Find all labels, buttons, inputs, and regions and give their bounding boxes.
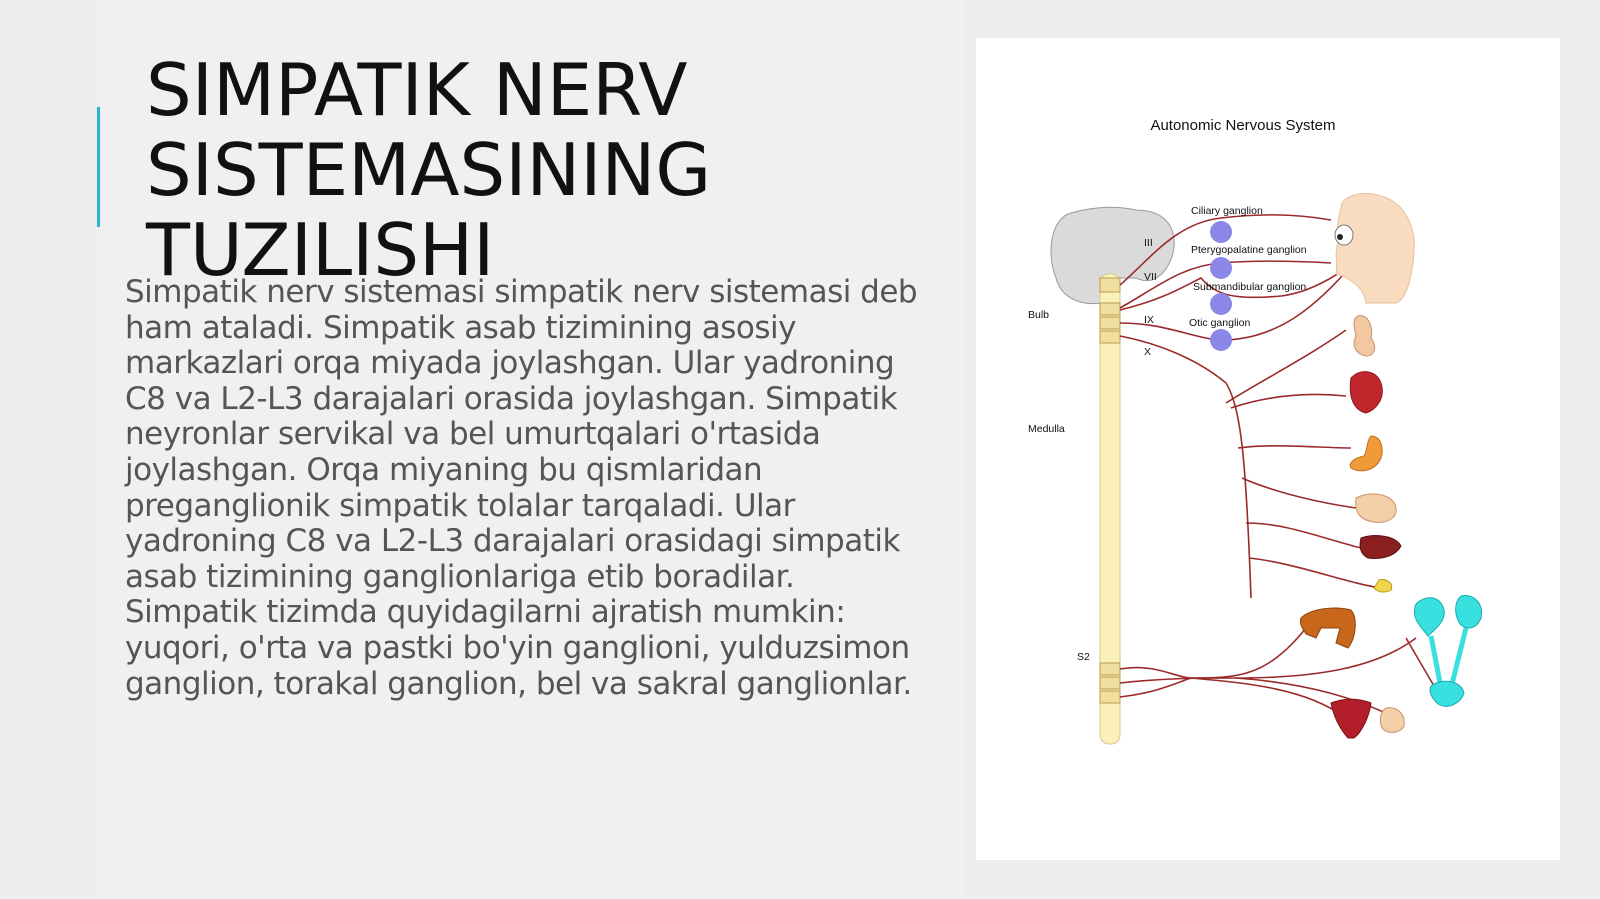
nerve-path-x-trunk bbox=[1120, 336, 1251, 598]
s2-label: S2 bbox=[1077, 651, 1090, 663]
otic-ganglion-label: Otic ganglion bbox=[1189, 317, 1251, 329]
ciliary-ganglion-label: Ciliary ganglion bbox=[1191, 205, 1263, 217]
nerve-branch-pharynx bbox=[1226, 330, 1346, 403]
ureters-organ bbox=[1431, 628, 1466, 688]
nerve-branch-stomach bbox=[1238, 446, 1351, 448]
pterygopalatine-ganglion-node bbox=[1210, 257, 1232, 279]
nerve-label-iii: III bbox=[1144, 237, 1153, 249]
stomach-organ bbox=[1350, 436, 1382, 471]
diagram-image bbox=[976, 38, 1560, 860]
cord-nucleus-vii bbox=[1100, 303, 1120, 315]
cord-sacral-1 bbox=[1100, 663, 1120, 675]
bulb-label: Bulb bbox=[1028, 309, 1050, 321]
cord-sacral-2 bbox=[1100, 677, 1120, 689]
diagram-title: Autonomic Nervous System bbox=[1150, 117, 1336, 134]
liver-organ bbox=[1360, 536, 1401, 559]
submandibular-ganglion-node bbox=[1210, 293, 1232, 315]
genital-organ bbox=[1380, 708, 1404, 733]
cord-nucleus-x bbox=[1100, 331, 1120, 343]
heart-organ bbox=[1350, 372, 1382, 413]
title-accent-bar bbox=[97, 107, 100, 227]
slide-title: SIMPATIK NERV SISTEMASINING TUZILISHI bbox=[146, 48, 712, 292]
head-illustration bbox=[1336, 194, 1414, 303]
submandibular-ganglion-label: Submandibular ganglion bbox=[1193, 281, 1307, 293]
eye-illustration bbox=[1335, 225, 1353, 245]
nerve-sacral-genital bbox=[1236, 678, 1396, 718]
uterus-organ bbox=[1331, 699, 1371, 738]
otic-ganglion-node bbox=[1210, 329, 1232, 351]
nerve-branch-liver bbox=[1246, 523, 1361, 548]
ciliary-ganglion-node bbox=[1210, 221, 1232, 243]
cord-nucleus-ix bbox=[1100, 317, 1120, 329]
nerve-sacral-uterus bbox=[1120, 678, 1346, 718]
nerve-label-vii: VII bbox=[1144, 271, 1157, 283]
kidney-right-organ bbox=[1456, 596, 1482, 628]
bladder-organ bbox=[1430, 681, 1464, 706]
nerve-branch-gallbladder bbox=[1249, 558, 1381, 588]
nerve-sacral-colon bbox=[1120, 628, 1306, 678]
medulla-label: Medulla bbox=[1028, 423, 1065, 435]
nerve-branch-intestine bbox=[1242, 478, 1356, 508]
nerve-branch-heart bbox=[1231, 394, 1346, 408]
slide-body-text: Simpatik nerv sistemasi simpatik nerv sistemasi deb ham ataladi. Simpatik asab tizimining asosiy markazlari orqa miyada joylashgan. Ular yadroning C8 va L2-L3 darajalari orasida joylashgan. Simpatik neyronlar servikal va bel umurtqalari o'rtasida joylashgan. Orqa miyaning bu qismlaridan preganglionik simpatik tolalar tarqaladi. Ular yadroning C8 va L2-L3 darajalari orasidagi simpatik asab tizimining ganglionlariga etib boradilar. Simpatik tizimda quyidagilarni ajratish mumkin: yuqori, o'rta va pastki bo'yin ganglioni, yulduzsimon ganglion, torakal ganglion, bel va sakral ganglionlar. bbox=[125, 274, 918, 702]
kidney-left-organ bbox=[1414, 598, 1444, 636]
colon-organ bbox=[1300, 608, 1355, 648]
pterygopalatine-ganglion-label: Pterygopalatine ganglion bbox=[1191, 244, 1307, 256]
gallbladder-organ bbox=[1374, 580, 1392, 592]
autonomic-nervous-system-diagram bbox=[976, 38, 1560, 860]
nerve-label-ix: IX bbox=[1144, 314, 1154, 326]
cord-nucleus-iii bbox=[1100, 278, 1120, 292]
pancreas-organ bbox=[1356, 494, 1397, 522]
nerve-label-x: X bbox=[1144, 346, 1152, 358]
pupil-illustration bbox=[1337, 234, 1343, 240]
nerve-sacral-bladder bbox=[1120, 638, 1416, 683]
cord-sacral-3 bbox=[1100, 691, 1120, 703]
pharynx-organ bbox=[1354, 316, 1375, 356]
